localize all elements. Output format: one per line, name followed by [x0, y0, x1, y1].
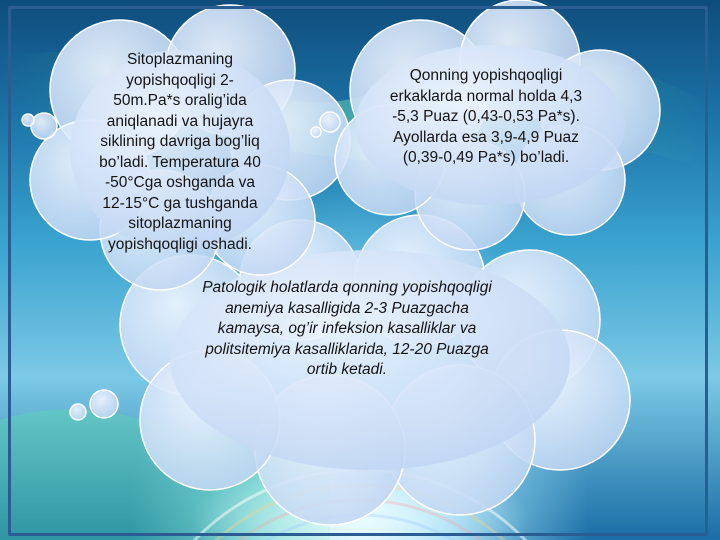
bubble-text-pathology: Patologik holatlarda qonning yopishqoqligi anemiya kasalligida 2-3 Puazgacha kamaysa, og’ir infeksion kasalliklar va politsitemiya kasalliklarida, 12-20 Puazga ortib ketadi. — [202, 279, 492, 378]
bubble-text-cytoplasm: Sitoplazmaning yopishqoqligi 2- 50m.Pa*s oralig’ida aniqlanadi va hujayra siklining davriga bog’liq bo’ladi. Temperatura 40 -50°Cga oshganda va 12-15°C ga tushganda sitoplazmaning yopishqoqligi oshadi. — [99, 51, 261, 253]
bubble-text-blood-viscosity: Qonning yopishqoqligi erkaklarda normal holda 4,3 -5,3 Puaz (0,43-0,53 Pa*s). Ayollarda esa 3,9-4,9 Puaz (0,39-0,49 Pa*s) bo’ladi. — [389, 67, 583, 166]
